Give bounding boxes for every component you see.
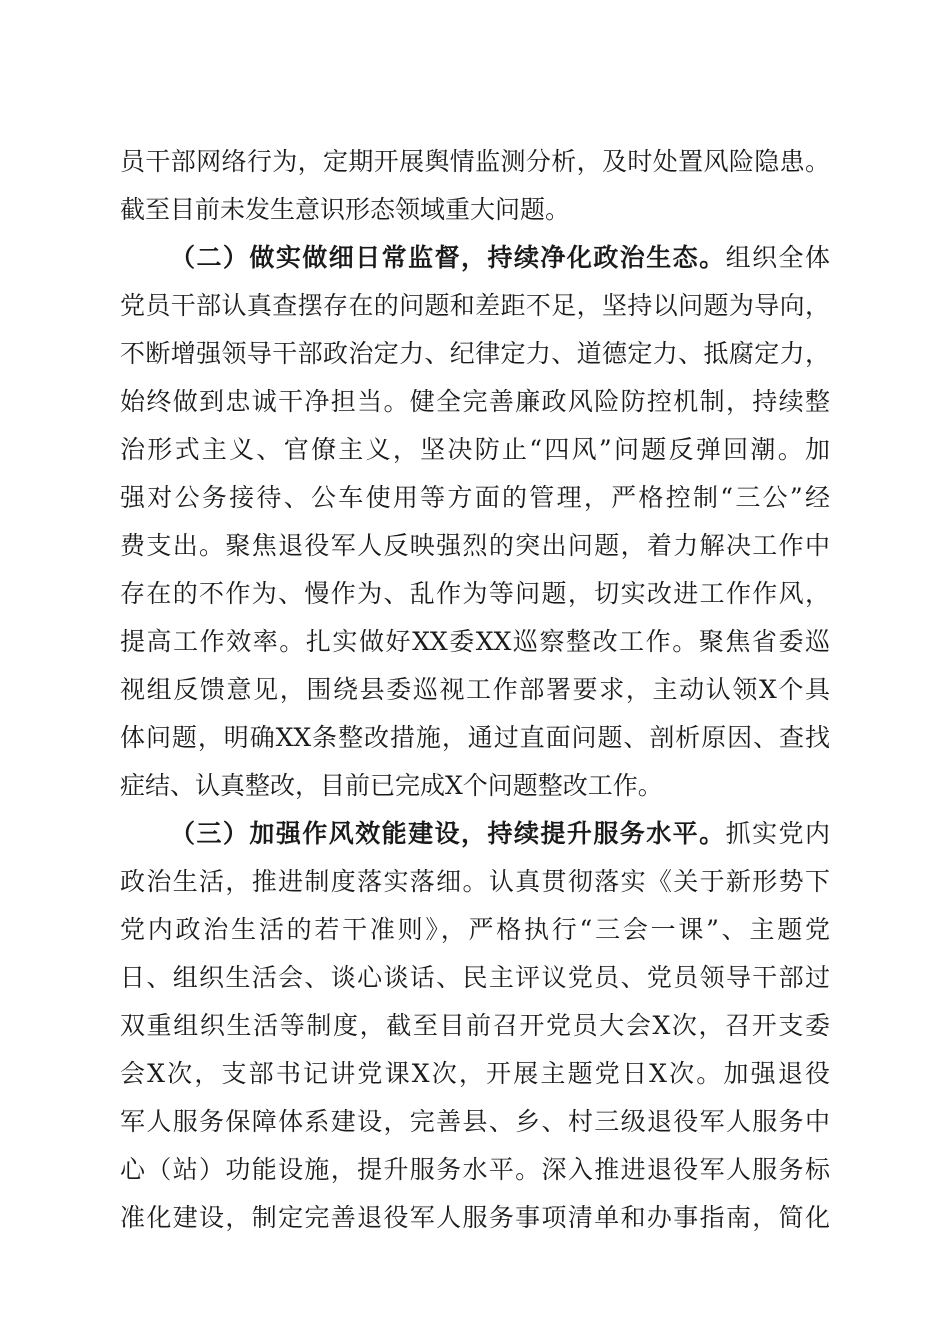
- text-line: 党内政治生活的若干准则》，严格执行“三会一课”、主题党: [120, 915, 830, 944]
- text-line: 军人服务保障体系建设，完善县、乡、村三级退役军人服务中: [120, 1107, 830, 1136]
- text-line: 准化建设，制定完善退役军人服务事项清单和办事指南，简化: [120, 1203, 830, 1232]
- text-line: 双重组织生活等制度，截至目前召开党员大会X次，召开支委: [120, 1011, 830, 1040]
- text-line: 党员干部认真查摆存在的问题和差距不足，坚持以问题为导向，: [120, 291, 830, 320]
- text-line: 费支出。聚焦退役军人反映强烈的突出问题，着力解决工作中: [120, 531, 830, 560]
- text-line: 提高工作效率。扎实做好XX委XX巡察整改工作。聚焦省委巡: [120, 627, 830, 656]
- text-line: 截至目前未发生意识形态领域重大问题。: [120, 195, 571, 224]
- document-body: [120, 138, 830, 1242]
- text-line: 视组反馈意见，围绕县委巡视工作部署要求，主动认领X个具: [120, 675, 830, 704]
- paragraph-3: [120, 810, 830, 1242]
- text-line: 强对公务接待、公车使用等方面的管理，严格控制“三公”经: [120, 483, 830, 512]
- text-line: 不断增强领导干部政治定力、纪律定力、道德定力、抵腐定力，: [120, 339, 830, 368]
- paragraph-first-line: [120, 234, 830, 282]
- text-line: 治形式主义、官僚主义，坚决防止“四风”问题反弹回潮。加: [120, 435, 830, 464]
- section-heading: （三）加强作风效能建设，持续提升服务水平。: [170, 819, 726, 848]
- text-line: 会X次，支部书记讲党课X次，开展主题党日X次。加强退役: [120, 1059, 830, 1088]
- paragraph-1: [120, 138, 830, 234]
- text-line: 员干部网络行为，定期开展舆情监测分析，及时处置风险隐患。: [120, 147, 830, 176]
- text-line: 症结、认真整改，目前已完成X个问题整改工作。: [120, 771, 663, 800]
- paragraph-text: 抓实党内: [725, 819, 830, 848]
- section-heading: （二）做实做细日常监督，持续净化政治生态。: [170, 243, 726, 272]
- text-line: 始终做到忠诚干净担当。健全完善廉政风险防控机制，持续整: [120, 387, 830, 416]
- text-line: 存在的不作为、慢作为、乱作为等问题，切实改进工作作风，: [120, 579, 830, 608]
- paragraph-first-line: [120, 810, 830, 858]
- text-line: 政治生活，推进制度落实落细。认真贯彻落实《关于新形势下: [120, 867, 830, 896]
- paragraph-2: [120, 234, 830, 810]
- text-line: 体问题，明确XX条整改措施，通过直面问题、剖析原因、查找: [120, 723, 830, 752]
- text-line: 心（站）功能设施，提升服务水平。深入推进退役军人服务标: [120, 1155, 830, 1184]
- text-line: 日、组织生活会、谈心谈话、民主评议党员、党员领导干部过: [120, 963, 830, 992]
- paragraph-text: 组织全体: [725, 243, 830, 272]
